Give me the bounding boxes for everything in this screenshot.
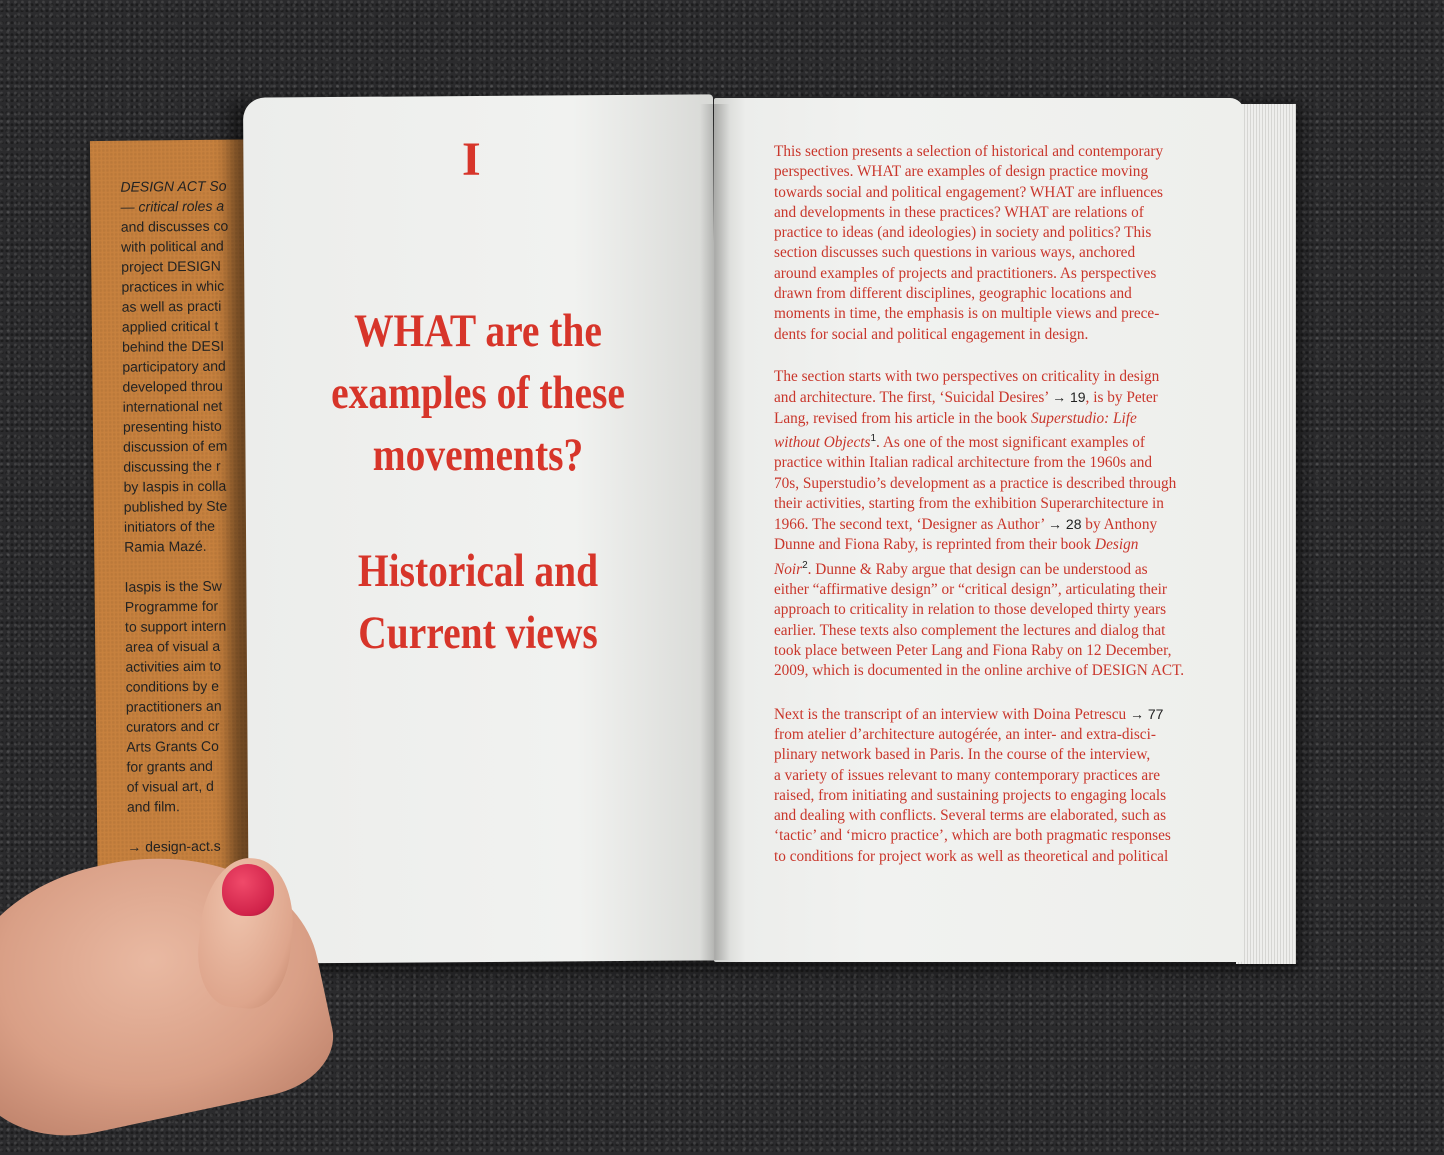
text-run: This section presents a selection of historical and contemporary [774,143,1164,160]
body-line [774,243,1244,263]
text-run: a variety of issues relevant to many contemporary practices are [774,766,1161,784]
title-line: examples of these [331,367,625,419]
body-line [774,387,1244,408]
back-cover-line: area of visual a [125,637,221,655]
body-line [774,745,1244,765]
body-line [774,725,1244,745]
body-line [774,514,1244,535]
text-run: drawn from different disciplines, geographic locations and [774,285,1132,303]
back-cover-line: practices in whic [121,277,225,295]
text-run: . As one of the most significant examples of [876,433,1145,451]
page-reference: 2 [802,559,808,571]
body-line [774,183,1244,203]
text-run: Dunne and Fiona Raby, is reprinted from their book [774,536,1096,554]
back-cover-line: with political and [120,237,224,255]
text-run: and architecture. The first, ‘Suicidal Desires’ [774,389,1053,407]
back-cover-line: Ramia Mazé. [124,537,207,555]
back-cover-line: to support intern [124,617,227,635]
text-run: plinary network based in Paris. In the course of the interview, [774,746,1151,764]
text-run: 70s, Superstudio’s development as a practice is described through [774,474,1177,492]
body-line [774,284,1244,304]
italic-title: Noir [774,560,803,578]
back-cover-line: discussion of em [123,437,228,455]
text-run: 1966. The second text, ‘Designer as Author’ [774,516,1049,534]
italic-title: Superstudio: Life [1031,409,1137,427]
text-run: Lang, revised from his article in the book [774,409,1031,427]
back-cover-line: initiators of the [123,517,216,535]
section-title-block [302,300,655,664]
back-cover-line: Iaspis is the Sw [124,577,222,595]
text-run: , is by Peter [1085,389,1158,407]
body-line [774,580,1244,600]
body-line [774,826,1244,846]
page-reference: → 28 [1048,516,1082,533]
back-cover-line: curators and cr [125,717,220,735]
page-reference: → 77 [1129,705,1164,722]
body-line [774,223,1244,243]
text-run: moments in time, the emphasis is on multiple views and prece- [774,305,1160,323]
text-run: by Anthony [1081,516,1158,534]
painted-fingernail [222,864,274,916]
back-cover-line: as well as practi [121,297,222,315]
text-run: towards social and political engagement? WHAT are influences [774,183,1163,201]
body-line [774,621,1244,641]
book-gutter [700,104,730,960]
paragraph-gap [774,345,1244,367]
text-run: 2009, which is documented in the online archive of DESIGN ACT. [774,662,1185,680]
back-cover-line: international net [122,397,223,415]
title-spacer [302,486,655,540]
back-cover-line: conditions by e [125,677,220,695]
body-line [774,429,1244,453]
subtitle-line: Historical and [357,545,599,597]
back-cover-line: → design-act.s [127,837,221,855]
text-run: . Dunne & Raby argue that design can be understood as [807,560,1148,578]
text-run: and dealing with conflicts. Several terms are elaborated, such as [774,807,1167,825]
body-line [774,847,1244,867]
back-cover-line: developed throu [122,377,223,395]
back-cover-line: activities aim to [125,657,222,675]
body-line [774,766,1244,786]
body-line [774,600,1244,620]
back-cover-line: of visual art, d [126,777,214,795]
section-number: I [462,133,481,186]
subtitle-line: Current views [358,607,598,659]
paragraph-gap [774,682,1244,704]
title-line: movements? [372,429,584,481]
text-run: from atelier d’architecture autogérée, an inter- and extra-disci- [774,725,1156,743]
page-reference: 1 [870,432,877,444]
back-cover-line: project DESIGN [121,257,221,275]
back-cover-line: and film. [126,798,180,815]
body-line [774,304,1244,324]
back-cover-line: participatory and [122,357,226,375]
text-run: dents for social and political engagement in design. [774,325,1089,343]
body-line [774,786,1244,806]
text-run: Next is the transcript of an interview with Doina Petrescu [774,705,1130,723]
body-line [774,142,1244,162]
body-line [774,264,1244,284]
text-run: approach to criticality in relation to those developed thirty years [774,601,1167,619]
body-line [774,494,1244,514]
body-line [774,325,1244,345]
text-run: raised, from initiating and sustaining projects to engaging locals [774,786,1167,804]
body-line [774,367,1244,387]
text-run: perspectives. WHAT are examples of design practice moving [774,163,1149,181]
body-line [774,453,1244,473]
text-run: earlier. These texts also complement the lectures and dialog that [774,621,1166,639]
text-run: practice to ideas (and ideologies) in society and politics? This [774,224,1152,242]
back-cover-line: Programme for [124,597,219,615]
right-page-body-text [774,142,1244,867]
text-run: and developments in these practices? WHAT are relations of [774,203,1144,221]
body-line [774,535,1244,555]
back-cover-line: practitioners an [125,697,222,715]
back-cover-line: and discusses co [120,217,229,235]
body-line [774,704,1244,725]
back-cover-line: applied critical t [121,317,219,335]
body-line [774,661,1244,681]
title-line: WHAT are the [354,305,602,357]
text-run: their activities, starting from the exhibition Superarchitecture in [774,494,1164,512]
body-line [774,806,1244,826]
back-cover-line: by Iaspis in colla [123,477,227,495]
back-cover-line: discussing the r [123,457,221,475]
page-reference: → 19 [1052,389,1086,406]
body-line [774,203,1244,223]
page-edges [1236,104,1296,964]
text-run: around examples of projects and practitioners. As perspectives [774,264,1157,282]
text-run: took place between Peter Lang and Fiona Raby on 12 December, [774,642,1172,660]
body-line [774,556,1244,580]
italic-title: Design [1095,536,1139,554]
text-run: to conditions for project work as well as theoretical and political [774,847,1169,865]
back-cover-line: behind the DESI [121,337,225,355]
text-run: section discusses such questions in various ways, anchored [774,244,1136,262]
back-cover-line: presenting histo [122,417,222,435]
text-run: either “affirmative design” or “critical design”, articulating their [774,581,1168,599]
back-cover-line: for grants and [126,757,213,775]
text-run: ‘tactic’ and ‘micro practice’, which are both pragmatic responses [774,827,1171,845]
back-cover-line: DESIGN ACT So [120,177,227,195]
text-run: The section starts with two perspectives on criticality in design [774,367,1160,385]
italic-title: without Objects [774,433,871,451]
body-line [774,162,1244,182]
body-line [774,474,1244,494]
body-line [774,641,1244,661]
text-run: practice within Italian radical architecture from the 1960s and [774,454,1153,472]
body-line [774,409,1244,429]
back-cover-line: published by Ste [123,497,228,515]
back-cover-line: Arts Grants Co [126,737,219,755]
back-cover-line: — critical roles a [120,197,225,215]
